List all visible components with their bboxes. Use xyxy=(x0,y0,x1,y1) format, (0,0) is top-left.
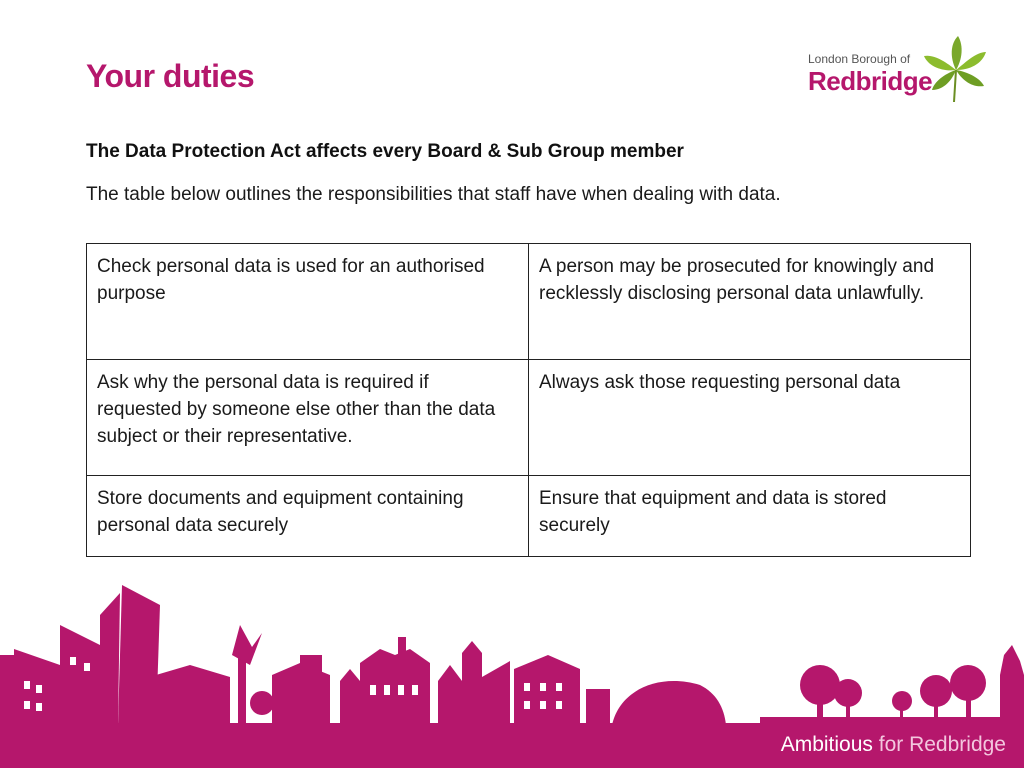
table-cell-note: Ensure that equipment and data is stored securely xyxy=(529,476,971,557)
footer-tagline xyxy=(781,733,1006,757)
table-cell-note: Always ask those requesting personal data xyxy=(529,360,971,476)
table-row xyxy=(87,476,971,557)
table-cell-duty: Ask why the personal data is required if requested by someone else other than the data subject or their representative. xyxy=(87,360,529,476)
logo-big-text: Redbridge xyxy=(808,66,933,96)
tagline-bold: Ambitious xyxy=(780,733,873,756)
table-cell-note: A person may be prosecuted for knowingly and recklessly disclosing personal data unlawfully. xyxy=(529,244,971,360)
tagline-rest: for Redbridge xyxy=(878,733,1006,756)
borough-logo xyxy=(808,38,998,110)
page-title: Your duties xyxy=(86,58,255,94)
section-subtitle: The Data Protection Act affects every Board & Sub Group member xyxy=(86,141,684,162)
logo-small-text: London Borough of xyxy=(808,52,911,66)
duties-table xyxy=(86,243,971,557)
table-cell-duty: Check personal data is used for an authorised purpose xyxy=(87,244,529,360)
intro-text: The table below outlines the responsibilities that staff have when dealing with data. xyxy=(86,184,781,205)
table-row xyxy=(87,360,971,476)
table-row xyxy=(87,244,971,360)
chestnut-leaf-icon xyxy=(920,34,988,106)
table-cell-duty: Store documents and equipment containing personal data securely xyxy=(87,476,529,557)
